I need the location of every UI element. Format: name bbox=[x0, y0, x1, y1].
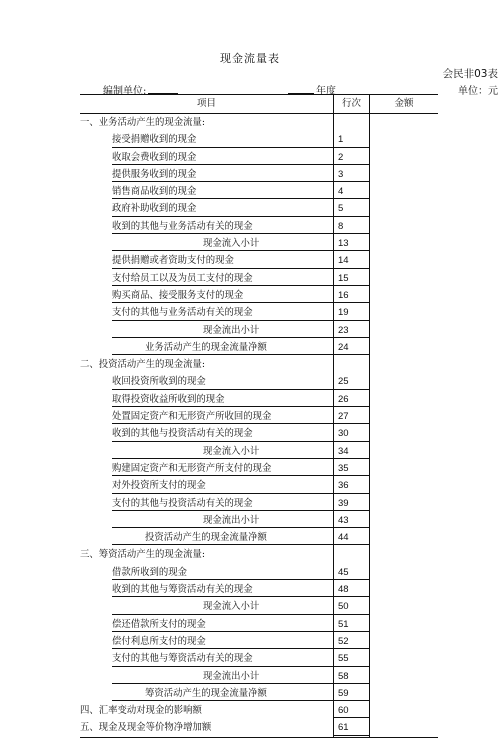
row-label: 现金流出小计 bbox=[203, 670, 260, 682]
unit-label: 单位：元 bbox=[458, 86, 498, 97]
item-cell bbox=[80, 512, 333, 529]
item-cell bbox=[80, 183, 333, 200]
item-cell bbox=[80, 477, 333, 494]
amount-cell[interactable] bbox=[369, 200, 438, 217]
year-label: 年度 bbox=[316, 86, 336, 97]
item-cell bbox=[80, 149, 333, 166]
page-title: 现金流量表 bbox=[220, 52, 280, 65]
line-underline bbox=[334, 302, 369, 303]
line-cell bbox=[333, 304, 369, 321]
line-cell bbox=[333, 270, 369, 287]
item-cell bbox=[80, 616, 333, 633]
line-cell bbox=[333, 529, 369, 546]
row-underline bbox=[112, 441, 333, 442]
line-number: 27 bbox=[338, 411, 349, 423]
line-underline bbox=[334, 493, 369, 494]
line-number: 35 bbox=[338, 462, 349, 474]
item-cell bbox=[80, 425, 333, 442]
line-number: 58 bbox=[338, 670, 349, 682]
line-cell bbox=[333, 287, 369, 304]
table-row bbox=[80, 564, 438, 581]
row-label: 政府补助收到的现金 bbox=[112, 203, 197, 215]
line-cell bbox=[333, 616, 369, 633]
row-label: 三、筹资活动产生的现金流量: bbox=[80, 549, 206, 561]
amount-cell[interactable] bbox=[369, 460, 438, 477]
row-label: 现金流出小计 bbox=[203, 514, 260, 526]
table-row bbox=[80, 425, 438, 442]
item-cell bbox=[80, 668, 333, 685]
line-underline bbox=[334, 527, 369, 528]
table-row bbox=[80, 373, 438, 390]
amount-cell[interactable] bbox=[369, 443, 438, 460]
line-number: 55 bbox=[338, 653, 349, 665]
amount-cell[interactable] bbox=[369, 668, 438, 685]
amount-cell[interactable] bbox=[369, 719, 438, 736]
line-underline bbox=[334, 700, 369, 701]
item-cell bbox=[80, 166, 333, 183]
line-number: 16 bbox=[338, 289, 349, 301]
line-cell bbox=[333, 581, 369, 598]
line-underline bbox=[334, 285, 369, 286]
amount-cell[interactable] bbox=[369, 408, 438, 425]
row-underline bbox=[112, 354, 333, 355]
row-label: 现金流出小计 bbox=[203, 324, 260, 336]
line-cell bbox=[333, 114, 369, 131]
line-underline bbox=[334, 354, 369, 355]
line-cell bbox=[333, 650, 369, 667]
item-cell bbox=[80, 650, 333, 667]
item-cell bbox=[80, 391, 333, 408]
row-label: 购买商品、接受服务支付的现金 bbox=[112, 289, 244, 301]
row-label: 筹资活动产生的现金流量净额 bbox=[145, 687, 267, 699]
line-number: 15 bbox=[338, 272, 349, 284]
table-row bbox=[80, 235, 438, 252]
row-label: 投资活动产生的现金流量净额 bbox=[145, 532, 267, 544]
line-underline bbox=[334, 458, 369, 459]
table-row bbox=[80, 287, 438, 304]
amount-cell[interactable] bbox=[369, 512, 438, 529]
row-underline bbox=[112, 302, 333, 303]
line-underline bbox=[334, 544, 369, 545]
row-underline bbox=[112, 389, 333, 390]
row-label: 提供捐赠或者资助支付的现金 bbox=[112, 255, 234, 267]
line-cell bbox=[333, 131, 369, 148]
row-label: 购建固定资产和无形资产所支付的现金 bbox=[112, 462, 272, 474]
line-underline bbox=[334, 717, 369, 718]
table-body bbox=[80, 114, 438, 737]
table-row bbox=[80, 443, 438, 460]
table-row bbox=[80, 114, 438, 131]
row-label: 现金流入小计 bbox=[203, 238, 260, 250]
row-underline bbox=[112, 198, 333, 199]
line-cell bbox=[333, 183, 369, 200]
line-underline bbox=[334, 648, 369, 649]
row-underline bbox=[112, 493, 333, 494]
table-row bbox=[80, 304, 438, 321]
amount-cell[interactable] bbox=[369, 425, 438, 442]
line-underline bbox=[334, 268, 369, 269]
row-label: 五、现金及现金等价物净增加额 bbox=[80, 722, 212, 734]
line-number: 50 bbox=[338, 601, 349, 613]
row-underline bbox=[112, 164, 333, 165]
row-label: 支付的其他与筹资活动有关的现金 bbox=[112, 653, 253, 665]
item-cell bbox=[80, 218, 333, 235]
amount-cell[interactable] bbox=[369, 702, 438, 719]
row-underline bbox=[112, 631, 333, 632]
item-cell bbox=[80, 200, 333, 217]
line-number: 61 bbox=[338, 722, 349, 734]
table-row bbox=[80, 477, 438, 494]
row-label: 四、汇率变动对现金的影响额 bbox=[80, 705, 202, 717]
item-cell bbox=[80, 270, 333, 287]
line-number: 23 bbox=[338, 324, 349, 336]
line-number: 19 bbox=[338, 307, 349, 319]
line-number: 48 bbox=[338, 584, 349, 596]
table-row bbox=[80, 668, 438, 685]
item-cell bbox=[80, 408, 333, 425]
amount-cell[interactable] bbox=[369, 339, 438, 356]
amount-cell[interactable] bbox=[369, 131, 438, 148]
line-number: 36 bbox=[338, 480, 349, 492]
line-underline bbox=[334, 735, 369, 736]
row-underline bbox=[112, 579, 333, 580]
row-label: 收到的其他与筹资活动有关的现金 bbox=[112, 584, 253, 596]
line-cell bbox=[333, 633, 369, 650]
line-cell bbox=[333, 477, 369, 494]
line-number: 8 bbox=[338, 220, 344, 232]
line-cell bbox=[333, 166, 369, 183]
row-underline bbox=[112, 527, 333, 528]
line-underline bbox=[334, 164, 369, 165]
line-underline bbox=[334, 579, 369, 580]
compiler-label: 编制单位: bbox=[103, 86, 147, 97]
line-number: 3 bbox=[338, 168, 344, 180]
row-underline bbox=[112, 683, 333, 684]
line-cell bbox=[333, 408, 369, 425]
row-underline bbox=[112, 320, 333, 321]
row-label: 取得投资收益所收到的现金 bbox=[112, 393, 225, 405]
item-cell bbox=[80, 131, 333, 148]
line-number: 2 bbox=[338, 151, 344, 163]
amount-cell[interactable] bbox=[369, 598, 438, 615]
line-underline bbox=[334, 596, 369, 597]
amount-cell[interactable] bbox=[369, 685, 438, 702]
amount-cell[interactable] bbox=[369, 373, 438, 390]
row-underline bbox=[112, 475, 333, 476]
line-number: 52 bbox=[338, 635, 349, 647]
row-label: 偿还借款所支付的现金 bbox=[112, 618, 206, 630]
line-cell bbox=[333, 339, 369, 356]
row-underline bbox=[112, 510, 333, 511]
line-number: 45 bbox=[338, 566, 349, 578]
line-number: 30 bbox=[338, 428, 349, 440]
line-cell bbox=[333, 495, 369, 512]
row-underline bbox=[112, 285, 333, 286]
line-number: 25 bbox=[338, 376, 349, 388]
item-cell bbox=[80, 114, 333, 131]
table-row bbox=[80, 183, 438, 200]
line-number: 1 bbox=[338, 134, 344, 146]
table-row bbox=[80, 270, 438, 287]
line-underline bbox=[334, 441, 369, 442]
table-row bbox=[80, 650, 438, 667]
line-underline bbox=[334, 250, 369, 251]
table-row bbox=[80, 616, 438, 633]
line-cell bbox=[333, 322, 369, 339]
amount-cell[interactable] bbox=[369, 633, 438, 650]
amount-cell[interactable] bbox=[369, 287, 438, 304]
table-row bbox=[80, 546, 438, 563]
row-underline bbox=[112, 406, 333, 407]
line-number: 34 bbox=[338, 445, 349, 457]
table-row bbox=[80, 356, 438, 373]
line-underline bbox=[334, 389, 369, 390]
item-cell bbox=[80, 495, 333, 512]
line-cell bbox=[333, 252, 369, 269]
item-cell bbox=[80, 546, 333, 563]
amount-cell[interactable] bbox=[369, 304, 438, 321]
table-row bbox=[80, 460, 438, 477]
table-row bbox=[80, 702, 438, 719]
item-cell bbox=[80, 252, 333, 269]
row-label: 支付给员工以及为员工支付的现金 bbox=[112, 272, 253, 284]
table-row bbox=[80, 218, 438, 235]
line-number: 4 bbox=[338, 186, 344, 198]
table-row bbox=[80, 598, 438, 615]
line-underline bbox=[334, 614, 369, 615]
amount-cell[interactable] bbox=[369, 581, 438, 598]
table-row bbox=[80, 719, 438, 736]
line-cell bbox=[333, 373, 369, 390]
item-cell bbox=[80, 460, 333, 477]
amount-cell[interactable] bbox=[369, 183, 438, 200]
row-label: 现金流入小计 bbox=[203, 601, 260, 613]
row-label: 借款所收到的现金 bbox=[112, 566, 188, 578]
item-cell bbox=[80, 633, 333, 650]
line-number: 13 bbox=[338, 238, 349, 250]
amount-cell[interactable] bbox=[369, 616, 438, 633]
header-amount: 金额 bbox=[369, 95, 438, 113]
line-cell bbox=[333, 356, 369, 373]
line-cell bbox=[333, 391, 369, 408]
amount-cell[interactable] bbox=[369, 149, 438, 166]
table-row bbox=[80, 200, 438, 217]
line-cell bbox=[333, 598, 369, 615]
year-blank bbox=[288, 85, 314, 94]
row-label: 一、业务活动产生的现金流量: bbox=[80, 117, 206, 128]
line-cell bbox=[333, 564, 369, 581]
item-cell bbox=[80, 685, 333, 702]
line-underline bbox=[334, 181, 369, 182]
line-cell bbox=[333, 218, 369, 235]
amount-cell[interactable] bbox=[369, 356, 438, 373]
item-cell bbox=[80, 529, 333, 546]
table-row bbox=[80, 131, 438, 148]
amount-cell[interactable] bbox=[369, 114, 438, 131]
amount-cell[interactable] bbox=[369, 166, 438, 183]
table-row bbox=[80, 252, 438, 269]
row-label: 二、投资活动产生的现金流量: bbox=[80, 359, 206, 371]
line-cell bbox=[333, 235, 369, 252]
item-cell bbox=[80, 581, 333, 598]
row-label: 业务活动产生的现金流量净额 bbox=[145, 341, 267, 353]
line-underline bbox=[334, 233, 369, 234]
line-number: 44 bbox=[338, 532, 349, 544]
line-number: 24 bbox=[338, 341, 349, 353]
amount-cell[interactable] bbox=[369, 477, 438, 494]
row-label: 支付的其他与业务活动有关的现金 bbox=[112, 307, 253, 319]
row-underline bbox=[112, 423, 333, 424]
amount-cell[interactable] bbox=[369, 252, 438, 269]
row-underline bbox=[112, 544, 333, 545]
row-label: 收回投资所收到的现金 bbox=[112, 376, 206, 388]
table-row bbox=[80, 685, 438, 702]
line-number: 51 bbox=[338, 618, 349, 630]
amount-cell[interactable] bbox=[369, 546, 438, 563]
row-underline bbox=[112, 181, 333, 182]
item-cell bbox=[80, 702, 333, 719]
item-cell bbox=[80, 443, 333, 460]
row-underline bbox=[112, 268, 333, 269]
line-number: 5 bbox=[338, 203, 344, 215]
table-row bbox=[80, 529, 438, 546]
amount-cell[interactable] bbox=[369, 529, 438, 546]
item-cell bbox=[80, 564, 333, 581]
table-row bbox=[80, 166, 438, 183]
item-cell bbox=[80, 598, 333, 615]
row-underline bbox=[112, 700, 333, 701]
line-cell bbox=[333, 702, 369, 719]
row-label: 对外投资所支付的现金 bbox=[112, 480, 206, 492]
line-cell bbox=[333, 200, 369, 217]
row-label: 接受捐赠收到的现金 bbox=[112, 134, 197, 146]
form-code: 会民非03表 bbox=[442, 68, 498, 80]
amount-cell[interactable] bbox=[369, 495, 438, 512]
row-label: 提供服务收到的现金 bbox=[112, 168, 197, 180]
line-number: 39 bbox=[338, 497, 349, 509]
header-item: 项目 bbox=[196, 98, 216, 109]
row-label: 处置固定资产和无形资产所收回的现金 bbox=[112, 411, 272, 423]
row-underline bbox=[112, 458, 333, 459]
line-cell bbox=[333, 443, 369, 460]
table-row bbox=[80, 339, 438, 356]
row-label: 支付的其他与投资活动有关的现金 bbox=[112, 497, 253, 509]
table-row bbox=[80, 581, 438, 598]
table-row bbox=[80, 512, 438, 529]
item-cell bbox=[80, 719, 333, 736]
table-row bbox=[80, 633, 438, 650]
line-number: 60 bbox=[338, 705, 349, 717]
row-underline bbox=[112, 337, 333, 338]
table-row bbox=[80, 149, 438, 166]
item-cell bbox=[80, 373, 333, 390]
item-cell bbox=[80, 322, 333, 339]
row-label: 销售商品收到的现金 bbox=[112, 186, 197, 198]
row-label: 收到的其他与投资活动有关的现金 bbox=[112, 428, 253, 440]
item-cell bbox=[80, 287, 333, 304]
table-header bbox=[80, 95, 438, 114]
row-underline bbox=[112, 250, 333, 251]
line-cell bbox=[333, 685, 369, 702]
amount-cell[interactable] bbox=[369, 650, 438, 667]
row-underline bbox=[112, 147, 333, 148]
table-row bbox=[80, 495, 438, 512]
line-cell bbox=[333, 425, 369, 442]
line-underline bbox=[334, 683, 369, 684]
table-row bbox=[80, 322, 438, 339]
line-cell bbox=[333, 546, 369, 563]
line-underline bbox=[334, 475, 369, 476]
item-cell bbox=[80, 235, 333, 252]
row-label: 现金流入小计 bbox=[203, 445, 260, 457]
line-cell bbox=[333, 149, 369, 166]
item-cell bbox=[80, 356, 333, 373]
cash-flow-table bbox=[80, 94, 438, 738]
row-underline bbox=[112, 596, 333, 597]
item-cell bbox=[80, 304, 333, 321]
amount-cell[interactable] bbox=[369, 322, 438, 339]
line-underline bbox=[334, 510, 369, 511]
row-underline bbox=[112, 614, 333, 615]
amount-cell[interactable] bbox=[369, 218, 438, 235]
table-row bbox=[80, 408, 438, 425]
row-underline bbox=[112, 648, 333, 649]
line-number: 59 bbox=[338, 687, 349, 699]
amount-cell[interactable] bbox=[369, 235, 438, 252]
line-underline bbox=[334, 320, 369, 321]
line-cell bbox=[333, 460, 369, 477]
row-label: 收取会费收到的现金 bbox=[112, 151, 197, 163]
line-cell bbox=[333, 512, 369, 529]
line-number: 14 bbox=[338, 255, 349, 267]
amount-cell[interactable] bbox=[369, 270, 438, 287]
row-label: 偿付利息所支付的现金 bbox=[112, 635, 206, 647]
line-number: 43 bbox=[338, 514, 349, 526]
line-underline bbox=[334, 666, 369, 667]
item-cell bbox=[80, 339, 333, 356]
line-cell bbox=[333, 719, 369, 736]
line-underline bbox=[334, 337, 369, 338]
line-underline bbox=[334, 198, 369, 199]
table-row bbox=[80, 391, 438, 408]
compiler-blank bbox=[148, 85, 178, 94]
line-underline bbox=[334, 631, 369, 632]
line-cell bbox=[333, 668, 369, 685]
line-underline bbox=[334, 216, 369, 217]
row-underline bbox=[112, 216, 333, 217]
row-underline bbox=[112, 233, 333, 234]
header-line: 行次 bbox=[333, 95, 369, 113]
amount-cell[interactable] bbox=[369, 391, 438, 408]
amount-cell[interactable] bbox=[369, 564, 438, 581]
line-underline bbox=[334, 423, 369, 424]
row-underline bbox=[112, 666, 333, 667]
line-underline bbox=[334, 406, 369, 407]
line-underline bbox=[334, 147, 369, 148]
row-label: 收到的其他与业务活动有关的现金 bbox=[112, 220, 253, 232]
line-number: 26 bbox=[338, 393, 349, 405]
